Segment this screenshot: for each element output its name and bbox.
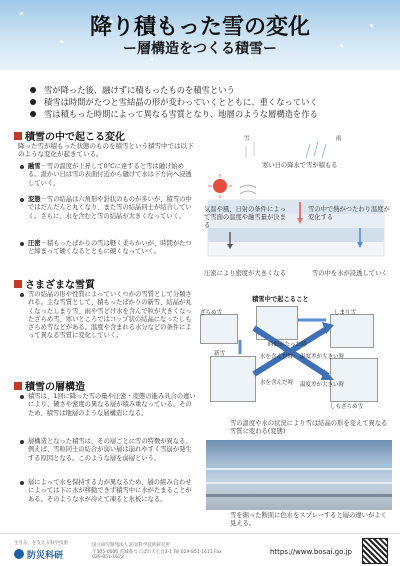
arrow-label-time: 時間がたった時 <box>268 342 307 348</box>
caption-precip: 寒い日の降水で雪が積もる <box>262 162 338 169</box>
caption-surface: 気温や風、日射の条件によって雪面の温度や融雪量が決まる <box>204 206 286 229</box>
key-points <box>30 84 390 120</box>
stratigraphy-photo <box>206 440 392 510</box>
shinsetsu-label: 新雪 <box>214 351 226 357</box>
footer <box>0 533 400 566</box>
section-mark-icon <box>14 132 22 140</box>
figure-processes <box>200 128 392 296</box>
bullet-icon <box>30 111 36 117</box>
qr-code-icon <box>362 538 388 564</box>
footer-logo-org: 防災科研 <box>14 548 63 561</box>
arrow-label-gradient: 温度差が大きい時 <box>300 354 345 360</box>
key-point: 積雪は時間がたつと雪結晶の形が変わっていくとともに、重くなっていく <box>30 96 390 108</box>
figure-snow-types <box>200 296 392 420</box>
key-point: 雪が降った後、融けずに積もったものを積雪という <box>30 84 390 96</box>
shimozarame-label: しもざらめ雪 <box>330 404 364 410</box>
stratigraphy-caption: 雪を掘った断面に色水をスプレーすると層の違いがよく見える。 <box>230 512 387 527</box>
footer-url[interactable]: https://www.bosai.go.jp <box>270 548 352 556</box>
key-point: 雪は積もった時期によって異なる雪質となり、地層のような層構造を作る <box>30 108 390 120</box>
layer-item: 層構造となった積雪は、その層ごとに雪の特徴が異なる。例えば、雪粒同士の結合が弱い層は崩れやすく雪崩が発生する原因となる。このような層を弱層という。 <box>20 438 196 463</box>
section-mark-icon <box>14 382 22 390</box>
section-mark-icon <box>14 280 22 288</box>
layer-item: 層によって水を保持する力が異なるため、層の組み合わせによっては下に水が移動できず積雪中に水がたまることがある。そのような水が冷えて凍ると氷板になる。 <box>20 479 196 504</box>
bullet-icon <box>30 87 36 93</box>
caption-compaction: 圧密により密度が大きくなる <box>204 270 286 277</box>
footer-tagline: 生きる、を支える科学技術 <box>14 541 68 546</box>
logo-icon <box>14 549 24 559</box>
shimari-label: しまり雪 <box>334 310 357 316</box>
arrow-label-water: 水を含んだ時 <box>260 354 294 360</box>
page-title: 降り積もった雪の変化 <box>89 15 310 40</box>
zarame-label: ざらめ雪 <box>200 310 223 316</box>
transition-arrows <box>200 296 392 420</box>
rain-label: 雨 <box>336 136 342 142</box>
snow-types-text: 雪の結晶の形や性質によっていくつかの雪質として分類される。主な雪質として、積もったばかりの新雪、結晶が丸くなったしまり雪、雨や雪どけ水を含んで粒が大きくなったざらめ雪、寒いところではコップ状の結晶になったしもざらめ雪などがある。温度や含まれる水分などの条件によって異なる雪質に変化していく。 <box>20 291 196 341</box>
caption-percolation: 雪の中を水が浸透していく <box>312 270 388 277</box>
section-intro: 降った雪が積もった状態のものを積雪という積雪中では以下のような変化が起きている。 <box>18 142 194 159</box>
section-title: 積雪の中で起こる変化 <box>14 128 125 143</box>
arrow-label-water2: 水を含んだ時 <box>260 380 294 386</box>
arrow-label-gradient2: 温度差が大きい時 <box>300 382 345 388</box>
header-banner <box>0 0 400 70</box>
page-subtitle: ー層構造をつくる積雪ー <box>123 41 277 57</box>
caption-heat: 雪の中で熱がつたわり温度が変化する <box>308 206 390 221</box>
section-title: さまざまな雪質 <box>14 276 95 291</box>
section-title: 積雪の層構造 <box>14 378 85 393</box>
layer-item: 積雪は、1回に降った雪の量や圧密・変態の進み具合の違いにより、硬さや密度の異なる層が積み重なっている。そのため、積雪は地層のような層構造になる。 <box>20 393 196 418</box>
bullet-icon <box>30 99 36 105</box>
item-metamorphism: 変態－雪の結晶は六角形や針状のものが多いが、積雪の中ではだんだんと丸くなり、また雪の結晶同士が結合していく。さらに、水を含むと雪の結晶が大きくなっていく。 <box>20 196 196 221</box>
item-melting: 融雪－雪の温度が上昇して0℃に達すると雪は融け始める。温かい日は雪の表面付近から融けて水は下方向へ浸透していく。 <box>20 163 196 188</box>
footer-address-2: 〒305-0006 茨城県つくば市天王台3-1 Tel 029-851-1611 Fax 029-851-1622 <box>92 550 222 560</box>
figure-title: 積雪中で起こること <box>252 296 309 303</box>
footer-address: 国立研究開発法人 防災科学技術研究所 <box>92 543 170 548</box>
item-compaction: 圧密－積もったばかりの雪は軽く柔らかいが、時間がたつと締まって硬くなるとともに硬くなっていく。 <box>20 240 196 257</box>
figure-snow-types-caption: 雪の温度や水の状況により雪は結晶の形を変えて異なる雪質に変わる(変態) <box>230 420 388 435</box>
snow-label: 雪 <box>244 136 250 142</box>
